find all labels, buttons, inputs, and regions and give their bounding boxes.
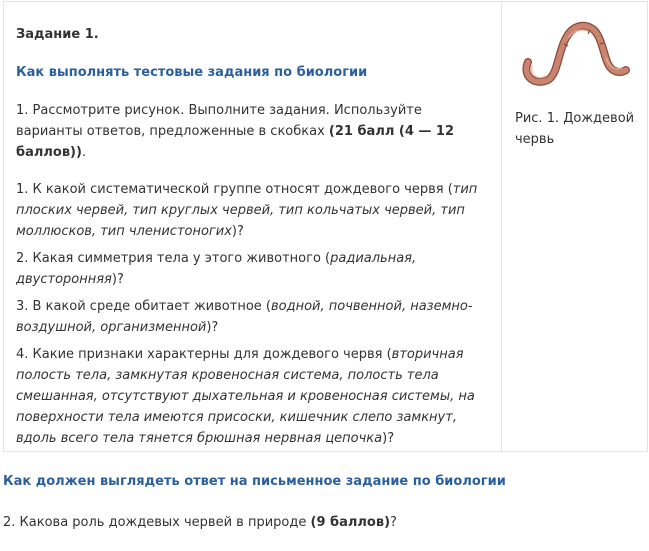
question-2-options: радиальная, двусторонняя xyxy=(16,251,417,287)
figure-caption: Рис. 1. Дождевой червь xyxy=(515,111,635,147)
written-question-points: (9 баллов) xyxy=(310,515,391,530)
question-1 xyxy=(16,179,491,242)
task-title: Задание 1. xyxy=(16,27,99,42)
question-4-text: 4. Какие признаки характерны для дождевого червя ( xyxy=(16,347,392,362)
question-3 xyxy=(16,296,491,338)
question-1-text: 1. К какой систематической группе относят дождевого червя ( xyxy=(16,182,453,197)
question-4-end: )? xyxy=(382,431,395,446)
question-2-end: )? xyxy=(111,272,124,287)
question-3-text: 3. В какой среде обитает животное ( xyxy=(16,299,271,314)
figure-column xyxy=(502,2,647,451)
question-4-options: вторичная полость тела, замкнутая кровеносная система, полость тела смешанная, отсутствуют дыхательная и кровеносная системы, на поверхности тела имеются присоски, кишечник слепо замкнут, вдоль всего тела тянется брюшная нервная цепочка xyxy=(16,347,475,446)
question-3-options: водной, почвенной, наземно-воздушной, организменной xyxy=(16,299,473,335)
question-2-text: 2. Какая симметрия тела у этого животного ( xyxy=(16,251,331,266)
question-3-end: )? xyxy=(206,320,219,335)
earthworm-image xyxy=(520,16,636,88)
intro-end: . xyxy=(81,145,87,160)
intro-text: 1. Рассмотрите рисунок. Выполните задания. Используйте варианты ответов, предложенные в скобках xyxy=(16,103,422,139)
written-question-text: 2. Какова роль дождевых червей в природе xyxy=(3,515,311,530)
task-content xyxy=(4,2,502,451)
question-4 xyxy=(16,344,491,449)
written-answer-link[interactable]: Как должен выглядеть ответ на письменное задание по биологии xyxy=(3,474,506,489)
question-1-options: тип плоских червей, тип круглых червей, тип кольчатых червей, тип моллюсков, тип членистоногих xyxy=(16,182,478,239)
task-card xyxy=(3,1,648,452)
task-intro xyxy=(16,100,491,163)
question-2 xyxy=(16,248,491,290)
written-question-end: ? xyxy=(390,515,397,530)
intro-points: (21 балл (4 — 12 баллов)) xyxy=(16,124,455,160)
question-1-end: )? xyxy=(231,224,244,239)
test-tasks-link[interactable]: Как выполнять тестовые задания по биологии xyxy=(16,65,368,80)
written-question xyxy=(3,512,397,533)
